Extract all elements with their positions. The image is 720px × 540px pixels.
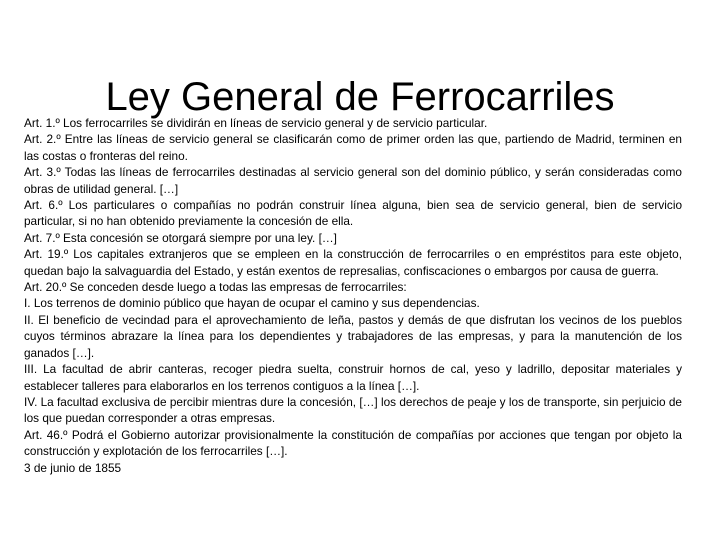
slide-title: Ley General de Ferrocarriles	[105, 74, 615, 119]
article-3: Art. 3.º Todas las líneas de ferrocarriles destinadas al servicio general son del dominio público, y serán consideradas como obras de utilidad general. […]	[24, 165, 682, 196]
law-date: 3 de junio de 1855	[24, 460, 122, 475]
law-text-body	[24, 115, 682, 476]
article-20-item-i: I. Los terrenos de dominio público que hayan de ocupar el camino y sus dependencias.	[24, 296, 480, 311]
article-7: Art. 7.º Esta concesión se otorgará siempre por una ley. […]	[24, 230, 337, 245]
article-20-item-iii: III. La facultad de abrir canteras, recoger piedra suelta, construir hornos de cal, yeso y ladrillo, depositar materiales y establecer talleres para elaborarlos en los terrenos contiguos a la línea […].	[24, 362, 682, 393]
article-2: Art. 2.º Entre las líneas de servicio general se clasificarán como de primer orden las que, partiendo de Madrid, terminen en las costas o fronteras del reino.	[24, 132, 682, 163]
article-20: Art. 20.º Se conceden desde luego a todas las empresas de ferrocarriles:	[24, 280, 407, 295]
article-6: Art. 6.º Los particulares o compañías no podrán construir línea alguna, bien sea de servicio general, bien de servicio particular, si no han obtenido previamente la concesión de ella.	[24, 198, 682, 229]
article-1: Art. 1.º Los ferrocarriles se dividirán en líneas de servicio general y de servicio particular.	[24, 116, 488, 130]
article-20-item-iv: IV. La facultad exclusiva de percibir mientras dure la concesión, […] los derechos de peaje y los de transporte, sin perjuicio de los que puedan corresponder a otras empresas.	[24, 394, 682, 426]
article-20-item-ii: II. El beneficio de vecindad para el aprovechamiento de leña, pastos y demás de que disfrutan los vecinos de los pueblos cuyos términos abrazare la línea para los dependientes y trabajadores de las empresas, y para la manutención de los ganados […].	[24, 312, 682, 360]
article-19: Art. 19.º Los capitales extranjeros que se empleen en la construcción de ferrocarriles o en empréstitos para este objeto, quedan bajo la salvaguardia del Estado, y están exentos de represalias, confiscaciones o embargos por causa de guerra.	[24, 247, 682, 278]
article-46: Art. 46.º Podrá el Gobierno autorizar provisionalmente la constitución de compañías por acciones que tengan por objeto la construcción y explotación de los ferrocarriles […].	[24, 427, 682, 459]
